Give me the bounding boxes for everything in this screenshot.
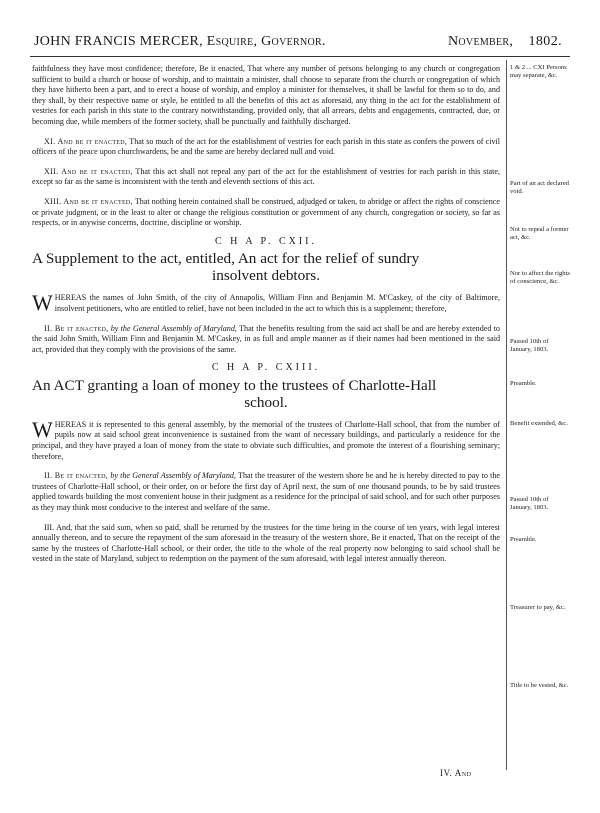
margin-note-conscience: Nor to affect the rights of conscience, &c. [510,270,570,286]
margin-note-void: Part of an act declared void. [510,180,569,196]
section-xii-head: XII. And be it enacted, [44,166,133,176]
margin-note-preamble-112: Preamble. [510,380,537,387]
chapter-112-heading: C H A P. CXII. [214,235,317,247]
margin-note-treasurer: Treasurer to pay, &c. [510,604,566,611]
chapter-113-s2-text: That the treasurer of the western shore be and he is hereby directed to pay to the trustees of Charlotte-Hall school, or their order, on or before the first day of April next, the sum of one thousand pounds, to be by said trustees applied towards building the most convenient house in their judgment as a residence for the principal of said school, and for such other purposes as they may think most conducive to the interest and welfare of the same. [32,471,500,513]
chapter-113-preamble [32,416,500,462]
header-rule [30,56,570,57]
margin-note-not-repeal: Not to repeal a former act, &c. [510,226,569,242]
section-xi-head: XI. And be it enacted, [44,136,128,146]
catchword: IV. And [440,768,472,778]
chapter-112-s2-text: That the benefits resulting from the said act shall be and are hereby extended to the said John Smith, William Finn and Benjamin M. M'Caskey, in as full and ample manner as if their names had been mentioned in the said act, provided that they comply with the provisions of the same. [32,323,500,354]
chapter-112-section-ii [32,324,500,356]
chapter-113-preamble-text: HEREAS it is represented to this general assembly, by the memorial of the trustees of Charlotte-Hall school, that from the number of pupils now at said school great inconvenience is sustained from the want of necessary buildings, and particularly a residence for the principal, and they have prayed a loan of money from the state to obviate such difficulties, and promote the interest of a flourishing seminary; therefore, [32,419,500,461]
section-xiii [32,197,500,229]
chapter-113-s2-head: II. Be it enacted, [44,471,109,481]
chapter-113-title-line2: school. [244,393,288,411]
running-head-month: November, [448,34,514,49]
margin-note-passed-113: Passed 10th of January, 1803. [510,496,549,512]
chapter-112-preamble [32,290,500,316]
chapter-112-s2-head: II. Be it enacted, [44,323,109,333]
margin-note-separate: 1 & 2 ... CXI Persons may separate, &c. [510,64,567,80]
section-xii [32,167,500,188]
chapter-112-s2-italic: by the General Assembly of Maryland, [110,323,237,333]
chapter-113-section-iii: III. And, that the said sum, when so paid, shall be returned by the trustees for the time being in the course of ten years, with legal interest annually thereon, and to secure the repayment of the sum aforesaid in the treasury of the western shore, Be it enacted, That on the receipt of the same by the trustees of Charlotte-Hall school, or their order, the title to the whole of the real property now belonging to said school shall be vested in the state of Maryland, subject to redemption on the payment of the sum aforesaid, with legal interest annually thereon. [32,522,500,564]
chapter-112-title-line1: A Supplement to the act, entitled, An act for the relief of sundry [32,250,420,268]
margin-rule [506,60,507,770]
margin-note-benefit: Benefit extended, &c. [510,420,568,427]
running-header [30,34,570,54]
section-xiii-head: XIII. And be it enacted, [44,196,133,206]
chapter-113-s2-italic: by the General Assembly of Maryland, [110,471,236,481]
chapter-112-preamble-text: HEREAS the names of John Smith, of the city of Annapolis, William Finn and Benjamin M. M'Caskey, of the city of Baltimore, insolvent petitioners, who are entitled to relief, have not been included in the act to which this is a supplement; therefore, [54,293,500,313]
chapter-113-heading: C H A P. CXIII. [211,362,321,374]
margin-note-preamble-113: Preamble. [510,536,537,543]
section-xi-text: That so much of the act for the establishment of vestries for each parish in this state as confers the powers of civil officers of the peace upon churchwardens, be and the same are hereby declared null and void. [32,136,500,157]
dropcap-w: W [32,290,53,316]
margin-note-title-vested: Title to be vested, &c. [510,682,569,689]
chapter-112-title-line2: insolvent debtors. [212,267,320,285]
section-xi [32,137,500,158]
dropcap-w-2: W [32,416,53,442]
section-xii-text: That this act shall not repeal any part of the act for the establishment of vestries for each parish in this state, except so far as the same is inconsistent with the tenth and eleventh sections of this act. [32,166,500,187]
chapter-113-title-line1: An ACT granting a loan of money to the trustees of Charlotte-Hall [32,376,437,394]
page-year: 1802. [528,34,562,49]
section-xiii-text: That nothing herein contained shall be construed, adjudged or taken, to abridge or affect the rights of conscience or private judgment, or in the least to alter or change the religious constitution or government of any church, congregation or society, so far as respects, or in anywise concerns, doctrine, discipline or worship. [32,196,500,228]
chapter-113-section-ii [32,471,500,513]
running-head-title: JOHN FRANCIS MERCER, Esquire, Governor. [34,34,326,49]
paragraph-continued: faithfulness they have most confidence; therefore, Be it enacted, That where any number of persons belonging to any church or congregation sufficient to build a church or house of worship, and to maintain a minister, shall choose to separate from the church or congregation of which they have hitherto been a part, and to erect a house of worship, and employ a minister for themselves, it shall be lawful for them so to do, and they shall, by their respective name or style, be entitled to all the benefits of this act as aforesaid, any thing in the act for the establishment of vestries for each parish in this state to the contrary notwithstanding, provided only, that all arrears, debts and engagements, contracted, due, or becoming due, while members of the former society, shall be punctually and faithfully discharged. [32,64,500,126]
margin-note-passed-112: Passed 10th of January, 1803. [510,338,549,354]
main-text [32,64,500,565]
